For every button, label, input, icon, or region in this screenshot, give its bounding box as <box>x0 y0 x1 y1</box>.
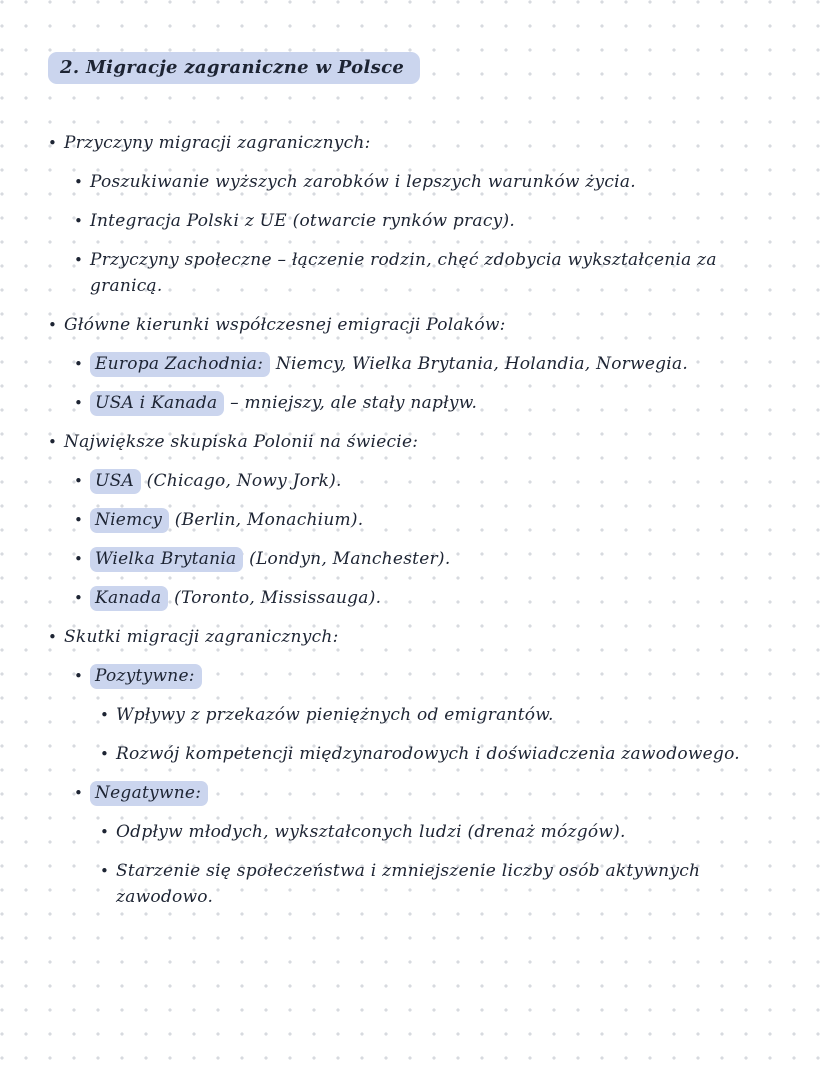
text-segment: – mniejszy, ale stały napływ. <box>224 393 478 413</box>
bullet-icon: • <box>100 862 110 880</box>
highlighted-text: Kanada <box>90 586 168 611</box>
bullet-icon: • <box>74 472 84 490</box>
note-line <box>74 247 754 299</box>
highlighted-text: Europa Zachodnia: <box>90 352 270 377</box>
bullet-icon: • <box>48 134 58 152</box>
note-line <box>48 429 754 455</box>
highlighted-text: USA <box>90 469 141 494</box>
text-segment: Największe skupiska Polonii na świecie: <box>64 432 419 452</box>
note-line-text <box>116 741 754 767</box>
note-line <box>48 312 754 338</box>
note-line-text <box>90 169 754 195</box>
note-line-text <box>64 624 754 650</box>
note-line <box>48 130 754 156</box>
note-line-text <box>116 702 754 728</box>
text-segment: Odpływ młodych, wykształconych ludzi (drenaż mózgów). <box>116 822 626 842</box>
text-segment: (Chicago, Nowy Jork). <box>141 471 342 491</box>
note-line <box>74 351 754 377</box>
note-line <box>74 663 754 689</box>
highlighted-text: Negatywne: <box>90 781 208 806</box>
bullet-icon: • <box>74 589 84 607</box>
bullet-icon: • <box>48 628 58 646</box>
note-line-text <box>90 663 754 689</box>
bullet-icon: • <box>74 394 84 412</box>
bullet-icon: • <box>100 706 110 724</box>
note-line-text <box>90 468 754 494</box>
note-line-text <box>90 390 754 416</box>
note-line-text <box>116 858 754 910</box>
note-line-text <box>90 585 754 611</box>
note-line <box>74 208 754 234</box>
text-segment: Wpływy z przekazów pieniężnych od emigrantów. <box>116 705 554 725</box>
note-line-text <box>90 351 754 377</box>
note-line <box>48 624 754 650</box>
note-line <box>74 390 754 416</box>
bullet-icon: • <box>74 173 84 191</box>
text-segment: Przyczyny społeczne – łączenie rodzin, chęć zdobycia wykształcenia za granicą. <box>90 250 723 296</box>
text-segment: (Toronto, Mississauga). <box>168 588 382 608</box>
note-line <box>74 507 754 533</box>
bullet-icon: • <box>74 511 84 529</box>
note-line-text <box>90 780 754 806</box>
bullet-icon: • <box>74 667 84 685</box>
note-line <box>100 741 754 767</box>
bullet-icon: • <box>74 212 84 230</box>
note-list <box>48 130 754 910</box>
bullet-icon: • <box>74 251 84 269</box>
note-line <box>74 468 754 494</box>
highlighted-text: USA i Kanada <box>90 391 224 416</box>
bullet-icon: • <box>48 433 58 451</box>
text-segment: Niemcy, Wielka Brytania, Holandia, Norwegia. <box>270 354 689 374</box>
text-segment: (Berlin, Monachium). <box>169 510 364 530</box>
note-line <box>74 546 754 572</box>
note-line <box>74 780 754 806</box>
note-line-text <box>64 130 754 156</box>
text-segment: Rozwój kompetencji międzynarodowych i doświadczenia zawodowego. <box>116 744 740 764</box>
note-line <box>100 702 754 728</box>
note-line-text <box>64 429 754 455</box>
bullet-icon: • <box>74 355 84 373</box>
text-segment: Przyczyny migracji zagranicznych: <box>64 133 371 153</box>
text-segment: Starzenie się społeczeństwa i zmniejszenie liczby osób aktywnych zawodowo. <box>116 861 706 907</box>
note-line <box>100 858 754 910</box>
page-title: 2. Migracje zagraniczne w Polsce <box>48 52 420 84</box>
highlighted-text: Niemcy <box>90 508 169 533</box>
highlighted-text: Wielka Brytania <box>90 547 243 572</box>
note-line-text <box>90 546 754 572</box>
note-line <box>100 819 754 845</box>
note-line <box>74 169 754 195</box>
bullet-icon: • <box>74 550 84 568</box>
text-segment: (Londyn, Manchester). <box>243 549 451 569</box>
bullet-icon: • <box>100 823 110 841</box>
text-segment: Skutki migracji zagranicznych: <box>64 627 339 647</box>
text-segment: Poszukiwanie wyższych zarobków i lepszych warunków życia. <box>90 172 636 192</box>
page-title-row <box>48 52 768 84</box>
text-segment: Główne kierunki współczesnej emigracji Polaków: <box>64 315 506 335</box>
bullet-icon: • <box>100 745 110 763</box>
note-line-text <box>116 819 754 845</box>
note-line-text <box>90 507 754 533</box>
highlighted-text: Pozytywne: <box>90 664 202 689</box>
note-line <box>74 585 754 611</box>
text-segment: Integracja Polski z UE (otwarcie rynków pracy). <box>90 211 515 231</box>
note-line-text <box>90 208 754 234</box>
bullet-icon: • <box>48 316 58 334</box>
bullet-icon: • <box>74 784 84 802</box>
note-line-text <box>64 312 754 338</box>
note-line-text <box>90 247 754 299</box>
